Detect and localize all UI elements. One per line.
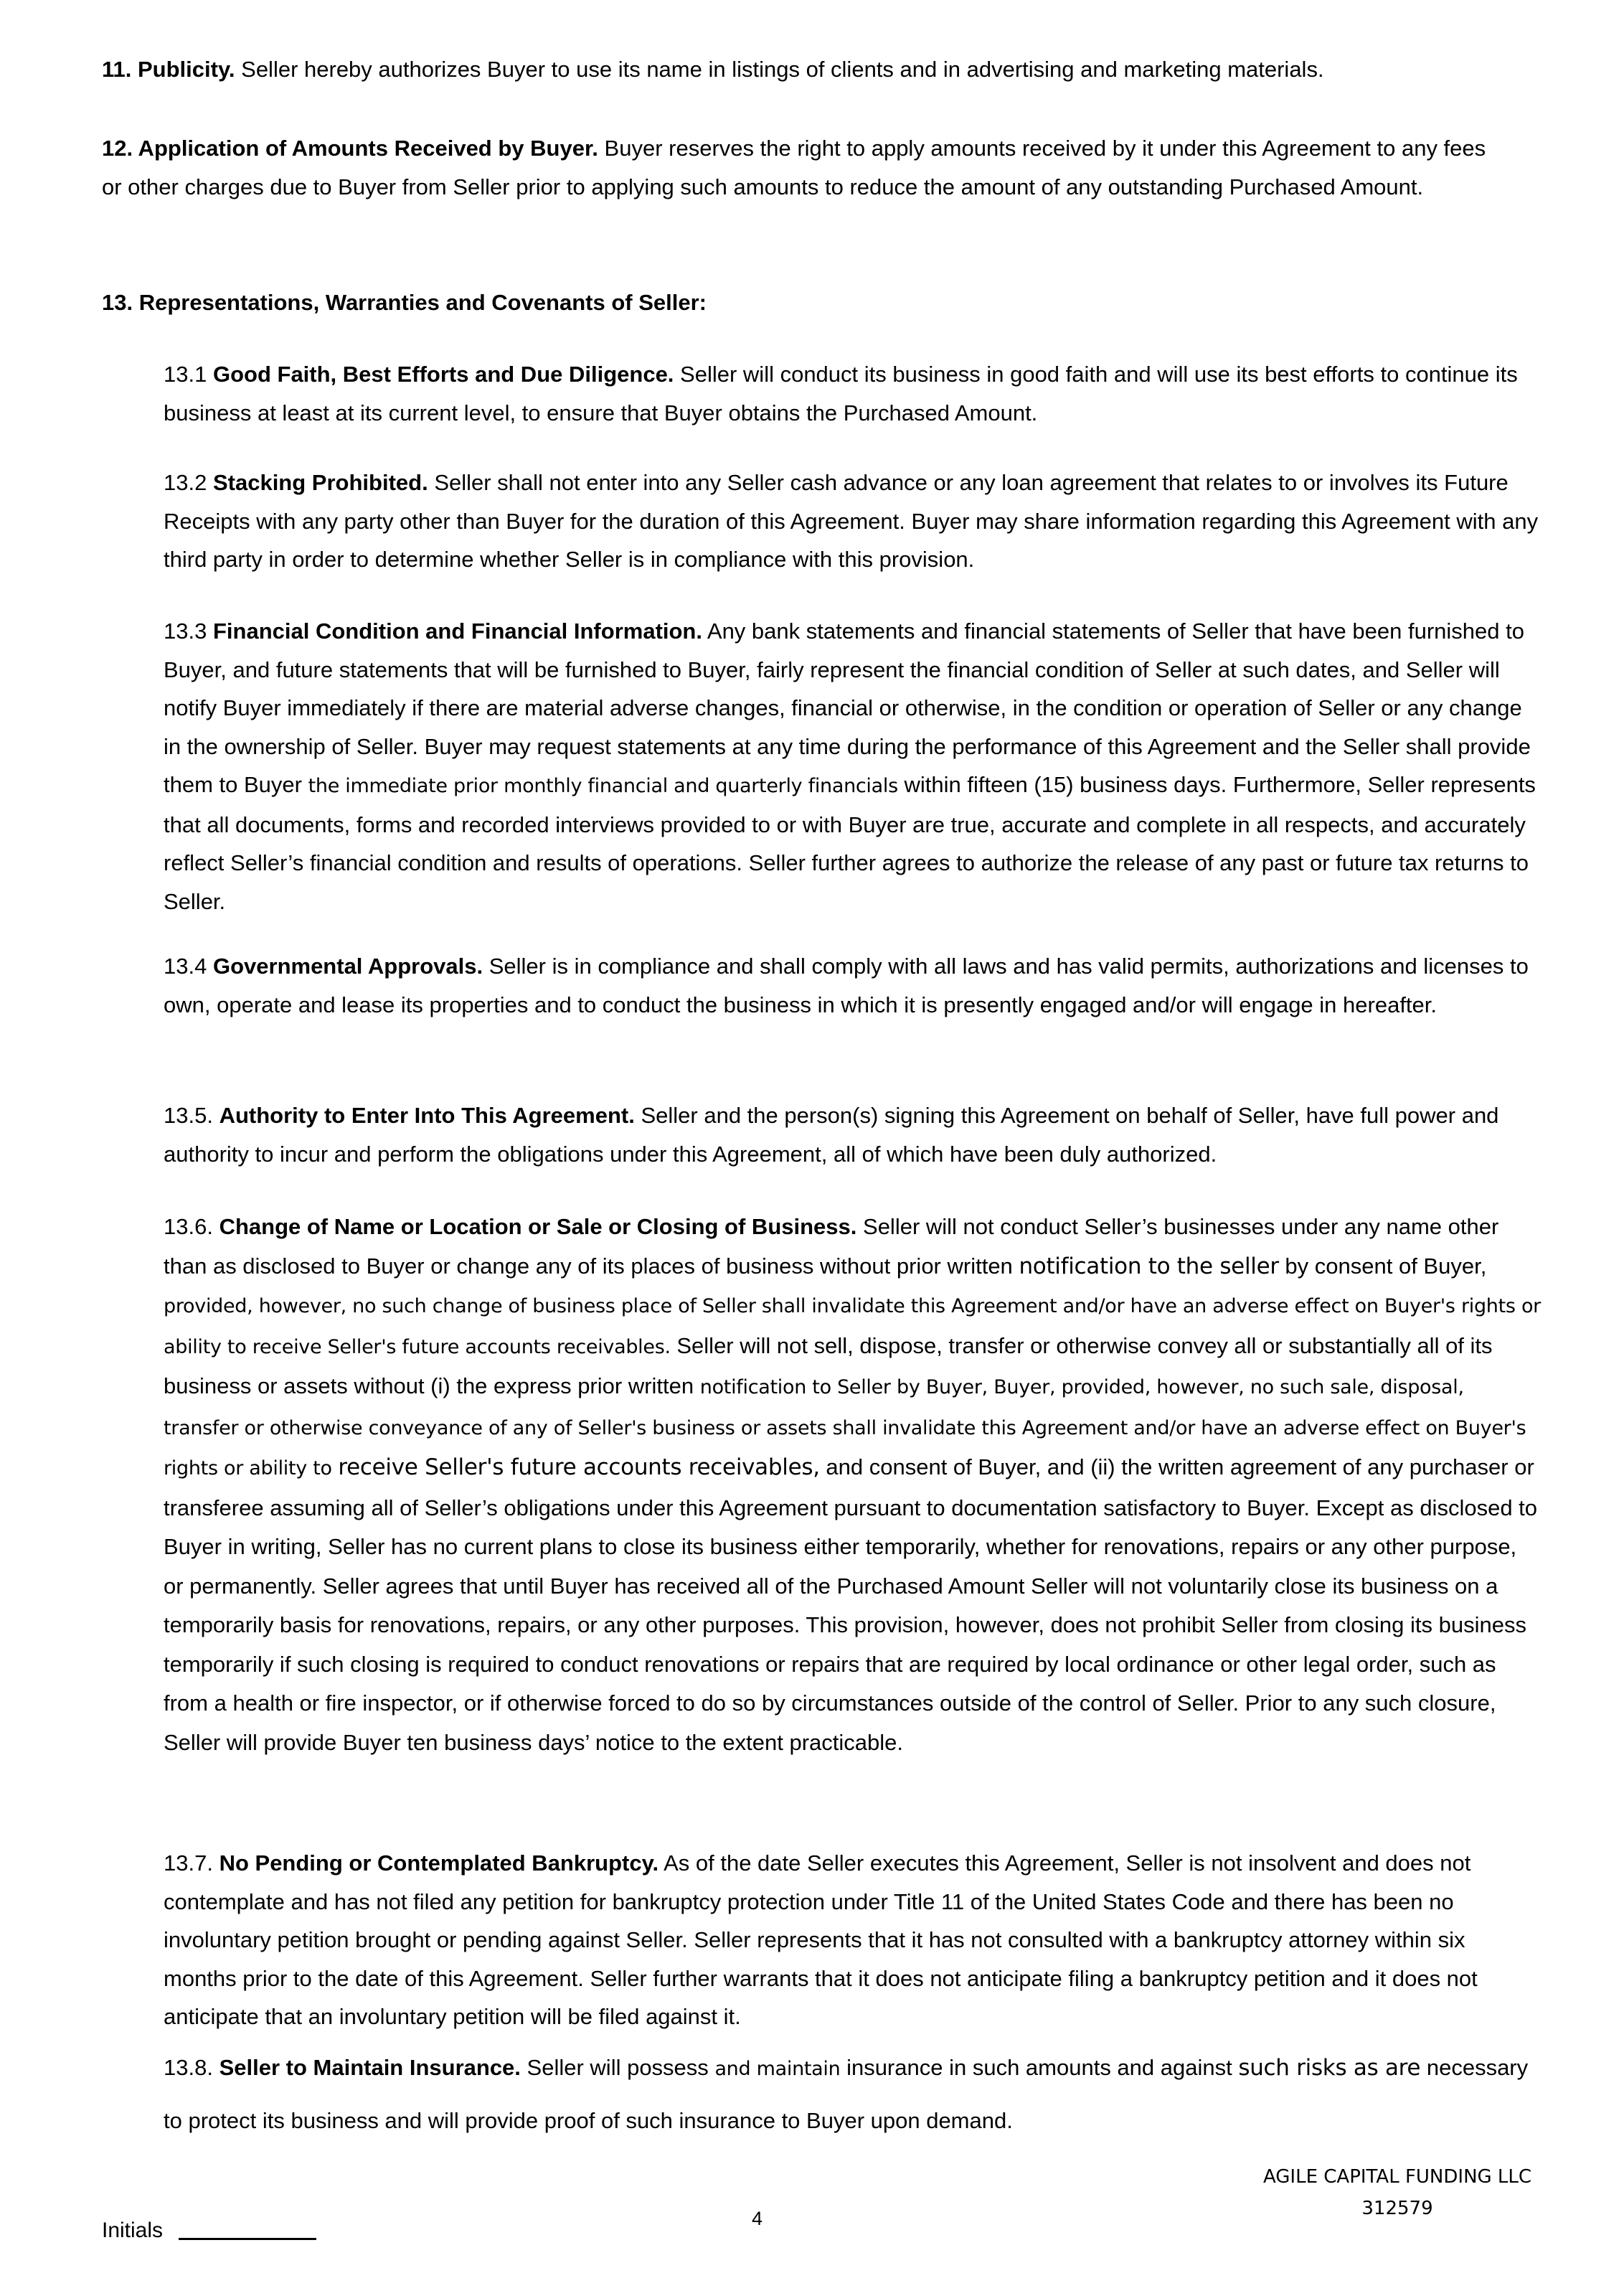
section-number: 13.3 xyxy=(164,618,207,644)
footer-company-block xyxy=(1247,2161,1548,2224)
section-text-inserted: the immediate prior monthly financial and quarterly financials xyxy=(308,775,898,797)
section-text: insurance in such amounts and against xyxy=(846,2055,1232,2080)
section-text-inserted: receive Seller's future accounts receivables, xyxy=(338,1454,820,1480)
initials-field[interactable] xyxy=(102,2211,316,2250)
section-13-8 xyxy=(164,2042,1541,2147)
section-heading: 13. Representations, Warranties and Covenants of Seller: xyxy=(102,290,707,315)
page-number: 4 xyxy=(752,2208,763,2229)
section-text: and consent of Buyer, and (ii) the written agreement of any purchaser or transferee assuming all of Seller’s obligations under this Agreement pursuant to documentation satisfactory to Buyer. Except as disclosed to Buyer in writing, Seller has no current plans to close its business either temporarily, whether for renovations, repairs or any other purpose, or permanently. Seller agrees that until Buyer has received all of the Purchased Amount Seller will not voluntarily close its business on a temporarily basis for renovations, repairs, or any other purposes. This provision, however, does not prohibit Seller from closing its business temporarily if such closing is required to conduct renovations or repairs that are required by local ordinance or other legal order, such as from a health or fire inspector, or if otherwise forced to do so by circumstances outside of the control of Seller. Prior to any such closure, Seller will provide Buyer ten business days’ notice to the extent practicable. xyxy=(164,1454,1538,1755)
section-text: by consent of Buyer, xyxy=(1285,1253,1487,1279)
section-number: 13.7. xyxy=(164,1850,213,1876)
section-text-inserted: provided, however, no such change of business place of Seller shall invalidate this Agreement and/or have an adverse effect on Buyer's rights or ability to receive Seller's future accounts receivables. xyxy=(164,1295,1541,1358)
section-text: necessary to protect its business and will provide proof of such insurance to Buyer upon demand. xyxy=(164,2055,1529,2133)
section-text: As of the date Seller executes this Agreement, Seller is not insolvent and does not contemplate and has not filed any petition for bankruptcy protection under Title 11 of the United States Code and there has been no involuntary petition brought or pending against Seller. Seller represents that it has not consulted with a bankruptcy attorney within six months prior to the date of this Agreement. Seller further warrants that it does not anticipate filing a bankruptcy petition and it does not anticipate that an involuntary petition will be filed against it. xyxy=(164,1850,1478,2029)
section-text: Seller shall not enter into any Seller cash advance or any loan agreement that relates to or involves its Future Receipts with any party other than Buyer for the duration of this Agreement. Buyer may share information regarding this Agreement with any third party in order to determine whether Seller is in compliance with this provision. xyxy=(164,470,1539,572)
section-13-2 xyxy=(164,464,1541,579)
section-heading: Good Faith, Best Efforts and Due Diligence. xyxy=(212,362,674,387)
section-13-5 xyxy=(164,1096,1541,1173)
section-13-4 xyxy=(164,947,1541,1024)
section-text: Seller is in compliance and shall comply with all laws and has valid permits, authorizations and licenses to own, operate and lease its properties and to conduct the business in which it is presently engaged and/or will engage in hereafter. xyxy=(164,954,1529,1017)
section-number: 13.2 xyxy=(164,470,207,495)
section-13-1 xyxy=(164,355,1541,432)
section-number: 13.8. xyxy=(164,2055,213,2080)
section-heading: Financial Condition and Financial Information. xyxy=(212,618,702,644)
section-text: within fifteen (15) business days. Furthermore, Seller represents that all documents, forms and recorded interviews provided to or with Buyer are true, accurate and complete in all respects, and accurately reflect Seller’s financial condition and results of operations. Seller further agrees to authorize the release of any past or future tax returns to Seller. xyxy=(164,772,1536,914)
section-heading: Seller to Maintain Insurance. xyxy=(219,2055,521,2080)
section-13 xyxy=(102,283,1508,322)
section-number: 13.5. xyxy=(164,1103,213,1128)
section-number: 13.4 xyxy=(164,954,207,979)
section-13-6 xyxy=(164,1208,1541,1762)
section-12 xyxy=(102,129,1508,206)
section-number: 13.1 xyxy=(164,362,207,387)
section-11 xyxy=(102,50,1508,89)
section-text: Seller will not sell, dispose, transfer or otherwise convey all or substantially all of its business or assets without (i) the express prior written xyxy=(164,1332,1493,1398)
section-number: 13.6. xyxy=(164,1214,213,1239)
section-heading: No Pending or Contemplated Bankruptcy. xyxy=(219,1850,659,1876)
section-text: Buyer reserves the right to apply amounts received by it under this Agreement to any fees or other charges due to Buyer from Seller prior to applying such amounts to reduce the amount of any outstanding Purchased Amount. xyxy=(102,136,1486,199)
section-13-7 xyxy=(164,1844,1541,2036)
section-text: Any bank statements and financial statements of Seller that have been furnished to Buyer, and future statements that will be furnished to Buyer, fairly represent the financial condition of Seller at such dates, and Seller will notify Buyer immediately if there are material adverse changes, financial or otherwise, in the condition or operation of Seller or any change in the ownership of Seller. Buyer may request statements at any time during the performance of this Agreement and the Seller shall provide them to Buyer xyxy=(164,618,1531,797)
initials-signature-line[interactable] xyxy=(179,2238,316,2240)
section-text: Seller hereby authorizes Buyer to use its name in listings of clients and in advertising and marketing materials. xyxy=(241,57,1324,82)
section-text: Seller will not conduct Seller’s businesses under any name other than as disclosed to Buyer or change any of its places of business without prior written xyxy=(164,1214,1499,1279)
section-text-inserted: notification to the seller xyxy=(1019,1253,1279,1279)
section-text: Seller will possess xyxy=(527,2055,709,2080)
section-13-3 xyxy=(164,612,1541,921)
company-name: AGILE CAPITAL FUNDING LLC xyxy=(1262,2166,1532,2188)
section-text-inserted: notification to Seller by Buyer, Buyer, provided, however, no such sale, disposal, transfer or otherwise conveyance of any of Seller's business or assets shall invalidate this Agreement and/or have an adverse effect on Buyer's rights or ability to xyxy=(164,1376,1526,1479)
section-heading: Governmental Approvals. xyxy=(212,954,483,979)
initials-label: Initials xyxy=(102,2219,164,2242)
company-id: 312579 xyxy=(1361,2198,1433,2219)
section-text-inserted: and maintain xyxy=(714,2058,841,2080)
section-heading: Authority to Enter Into This Agreement. xyxy=(219,1103,635,1128)
section-text-inserted: such risks as are xyxy=(1238,2055,1421,2081)
section-heading: 11. Publicity. xyxy=(102,57,235,82)
section-text: Seller will conduct its business in good faith and will use its best efforts to continue its business at least at its current level, to ensure that Buyer obtains the Purchased Amount. xyxy=(164,362,1518,425)
section-text: Seller and the person(s) signing this Agreement on behalf of Seller, have full power and authority to incur and perform the obligations under this Agreement, all of which have been duly authorized. xyxy=(164,1103,1499,1167)
section-heading: Change of Name or Location or Sale or Closing of Business. xyxy=(219,1214,857,1239)
section-heading: 12. Application of Amounts Received by Buyer. xyxy=(102,136,598,161)
section-heading: Stacking Prohibited. xyxy=(212,470,428,495)
